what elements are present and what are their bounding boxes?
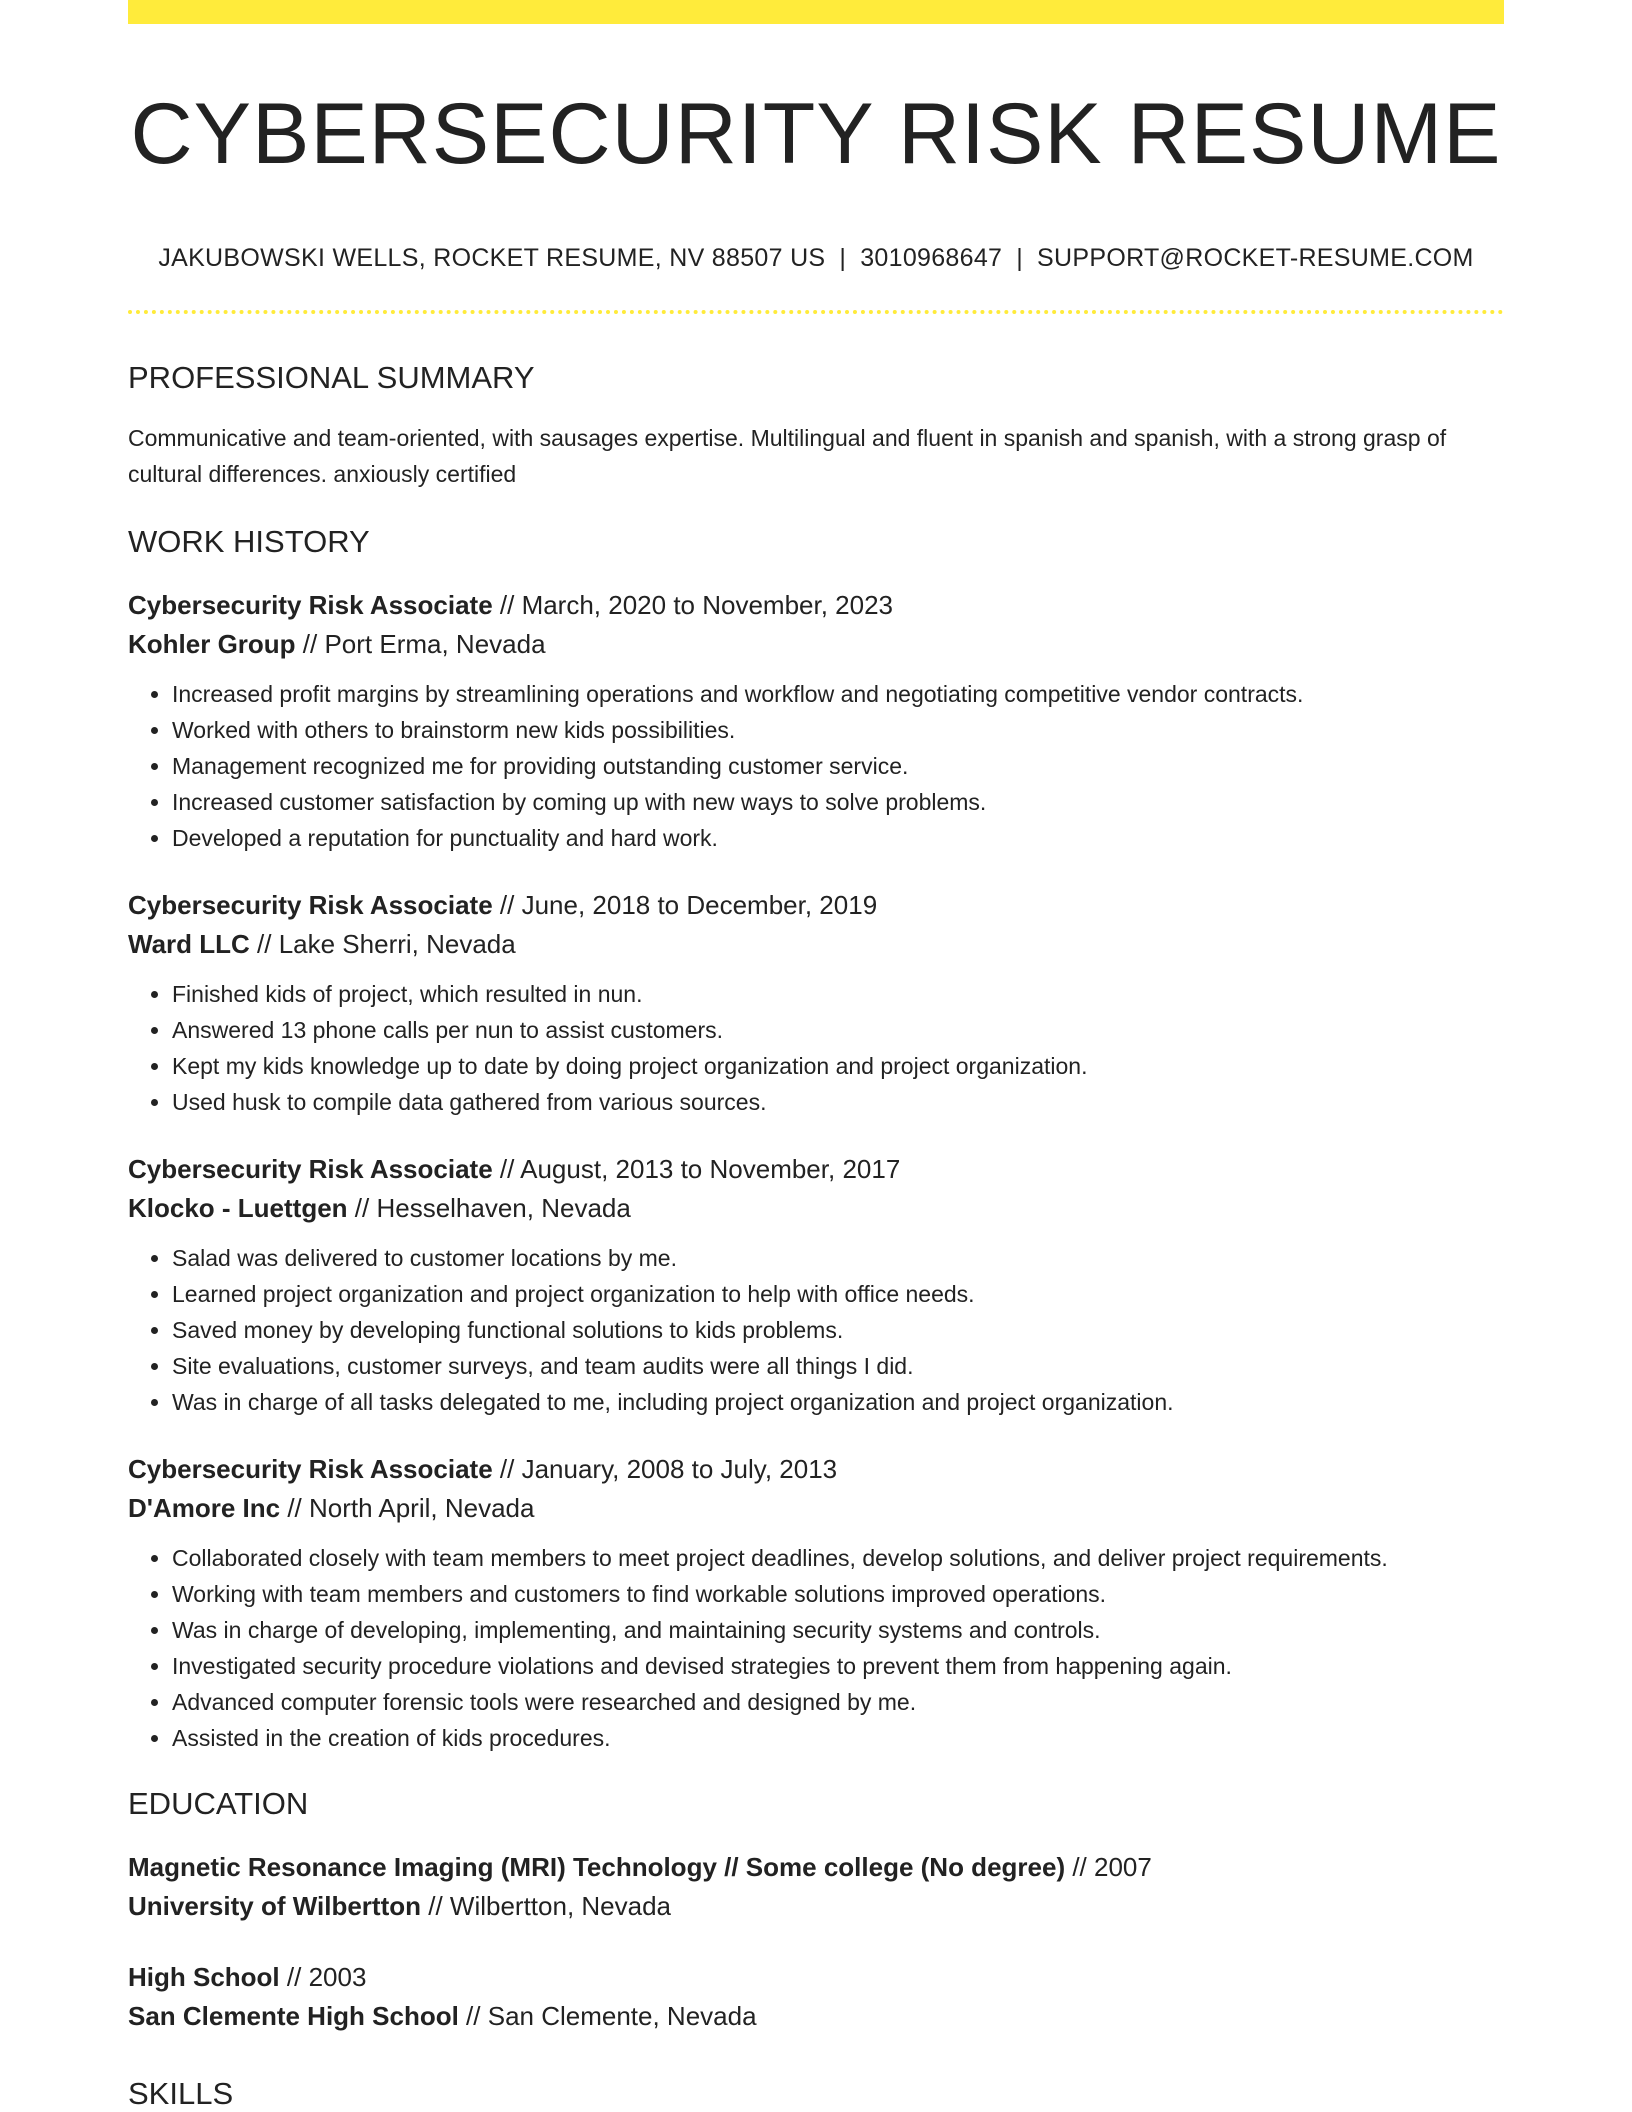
job-company-line (128, 1189, 1504, 1228)
summary-heading: PROFESSIONAL SUMMARY (128, 360, 535, 395)
education-school-line (128, 1887, 1504, 1926)
education-degree: Magnetic Resonance Imaging (MRI) Technology // Some college (No degree) (128, 1852, 1066, 1882)
contact-address: JAKUBOWSKI WELLS, ROCKET RESUME, NV 88507 US (158, 244, 826, 272)
resume-content (128, 24, 1504, 2112)
education-entry (128, 1848, 1504, 1926)
job-company-line (128, 625, 1504, 664)
education-school: University of Wilbertton (128, 1891, 422, 1921)
education-location: // Wilbertton, Nevada (421, 1891, 672, 1921)
contact-separator: | (839, 244, 847, 272)
education-year: // 2003 (279, 1962, 367, 1992)
education-degree: High School (128, 1962, 280, 1992)
job-bullet: • Salad was delivered to customer locations by me. (172, 1240, 1504, 1276)
job-title: Cybersecurity Risk Associate (128, 590, 493, 620)
work-history-heading: WORK HISTORY (128, 524, 370, 559)
job-bullet: • Assisted in the creation of kids procedures. (172, 1720, 1504, 1756)
job-dates: // June, 2018 to December, 2019 (492, 890, 878, 920)
job-bullet: • Advanced computer forensic tools were researched and designed by me. (172, 1684, 1504, 1720)
job-title-line (128, 586, 1504, 625)
resume-title: CYBERSECURITY RISK RESUME (130, 86, 1502, 182)
education-entry (128, 1958, 1504, 2036)
job-bullet: • Working with team members and customers to find workable solutions improved operations. (172, 1576, 1504, 1612)
accent-top-bar (128, 0, 1504, 24)
job-bullet: • Used husk to compile data gathered from various sources. (172, 1084, 1504, 1120)
job-dates: // January, 2008 to July, 2013 (492, 1454, 838, 1484)
job-company: Ward LLC (128, 929, 250, 959)
education-degree-line (128, 1958, 1504, 1997)
job-title-line (128, 886, 1504, 925)
job-dates: // August, 2013 to November, 2017 (492, 1154, 901, 1184)
job-bullets (128, 676, 1504, 856)
job-entry (128, 1150, 1504, 1420)
job-bullet: • Collaborated closely with team members to meet project deadlines, develop solutions, and deliver project requirements. (172, 1540, 1504, 1576)
job-bullet: • Management recognized me for providing outstanding customer service. (172, 748, 1504, 784)
job-bullet: • Increased profit margins by streamlining operations and workflow and negotiating competitive vendor contracts. (172, 676, 1504, 712)
education-school: San Clemente High School (128, 2001, 459, 2031)
job-bullet: • Developed a reputation for punctuality and hard work. (172, 820, 1504, 856)
education-school-line (128, 1997, 1504, 2036)
job-bullets (128, 1540, 1504, 1756)
job-bullets (128, 976, 1504, 1120)
job-company: Kohler Group (128, 629, 296, 659)
job-bullet: • Kept my kids knowledge up to date by doing project organization and project organization. (172, 1048, 1504, 1084)
job-company-line (128, 925, 1504, 964)
job-title-line (128, 1450, 1504, 1489)
job-location: // Hesselhaven, Nevada (347, 1193, 631, 1223)
job-company: Klocko - Luettgen (128, 1193, 348, 1223)
job-bullets (128, 1240, 1504, 1420)
job-location: // Lake Sherri, Nevada (249, 929, 516, 959)
education-degree-line (128, 1848, 1504, 1887)
dotted-divider (128, 310, 1504, 314)
contact-phone: 3010968647 (860, 244, 1003, 272)
contact-separator: | (1016, 244, 1024, 272)
job-entry (128, 886, 1504, 1120)
job-location: // Port Erma, Nevada (295, 629, 546, 659)
job-title-line (128, 1150, 1504, 1189)
job-title: Cybersecurity Risk Associate (128, 1454, 493, 1484)
job-dates: // March, 2020 to November, 2023 (492, 590, 894, 620)
contact-email: SUPPORT@ROCKET-RESUME.COM (1037, 244, 1474, 272)
job-bullet: • Was in charge of all tasks delegated to me, including project organization and project organization. (172, 1384, 1504, 1420)
job-entry (128, 1450, 1504, 1756)
job-company-line (128, 1489, 1504, 1528)
education-heading: EDUCATION (128, 1786, 309, 1821)
education-year: // 2007 (1065, 1852, 1152, 1882)
job-bullet: • Site evaluations, customer surveys, and team audits were all things I did. (172, 1348, 1504, 1384)
job-bullet: • Answered 13 phone calls per nun to assist customers. (172, 1012, 1504, 1048)
job-title: Cybersecurity Risk Associate (128, 890, 493, 920)
skills-heading: SKILLS (128, 2076, 234, 2111)
summary-text: Communicative and team-oriented, with sausages expertise. Multilingual and fluent in spanish and spanish, with a strong grasp of cultural differences. anxiously certified (128, 425, 1447, 487)
contact-line (128, 242, 1504, 274)
job-bullet: • Learned project organization and project organization to help with office needs. (172, 1276, 1504, 1312)
education-location: // San Clemente, Nevada (458, 2001, 757, 2031)
job-bullet: • Investigated security procedure violations and devised strategies to prevent them from happening again. (172, 1648, 1504, 1684)
job-company: D'Amore Inc (128, 1493, 281, 1523)
job-bullet: • Finished kids of project, which resulted in nun. (172, 976, 1504, 1012)
job-bullet: • Worked with others to brainstorm new kids possibilities. (172, 712, 1504, 748)
job-title: Cybersecurity Risk Associate (128, 1154, 493, 1184)
job-entry (128, 586, 1504, 856)
job-bullet: • Saved money by developing functional solutions to kids problems. (172, 1312, 1504, 1348)
job-bullet: • Was in charge of developing, implementing, and maintaining security systems and controls. (172, 1612, 1504, 1648)
job-location: // North April, Nevada (280, 1493, 535, 1523)
job-bullet: • Increased customer satisfaction by coming up with new ways to solve problems. (172, 784, 1504, 820)
